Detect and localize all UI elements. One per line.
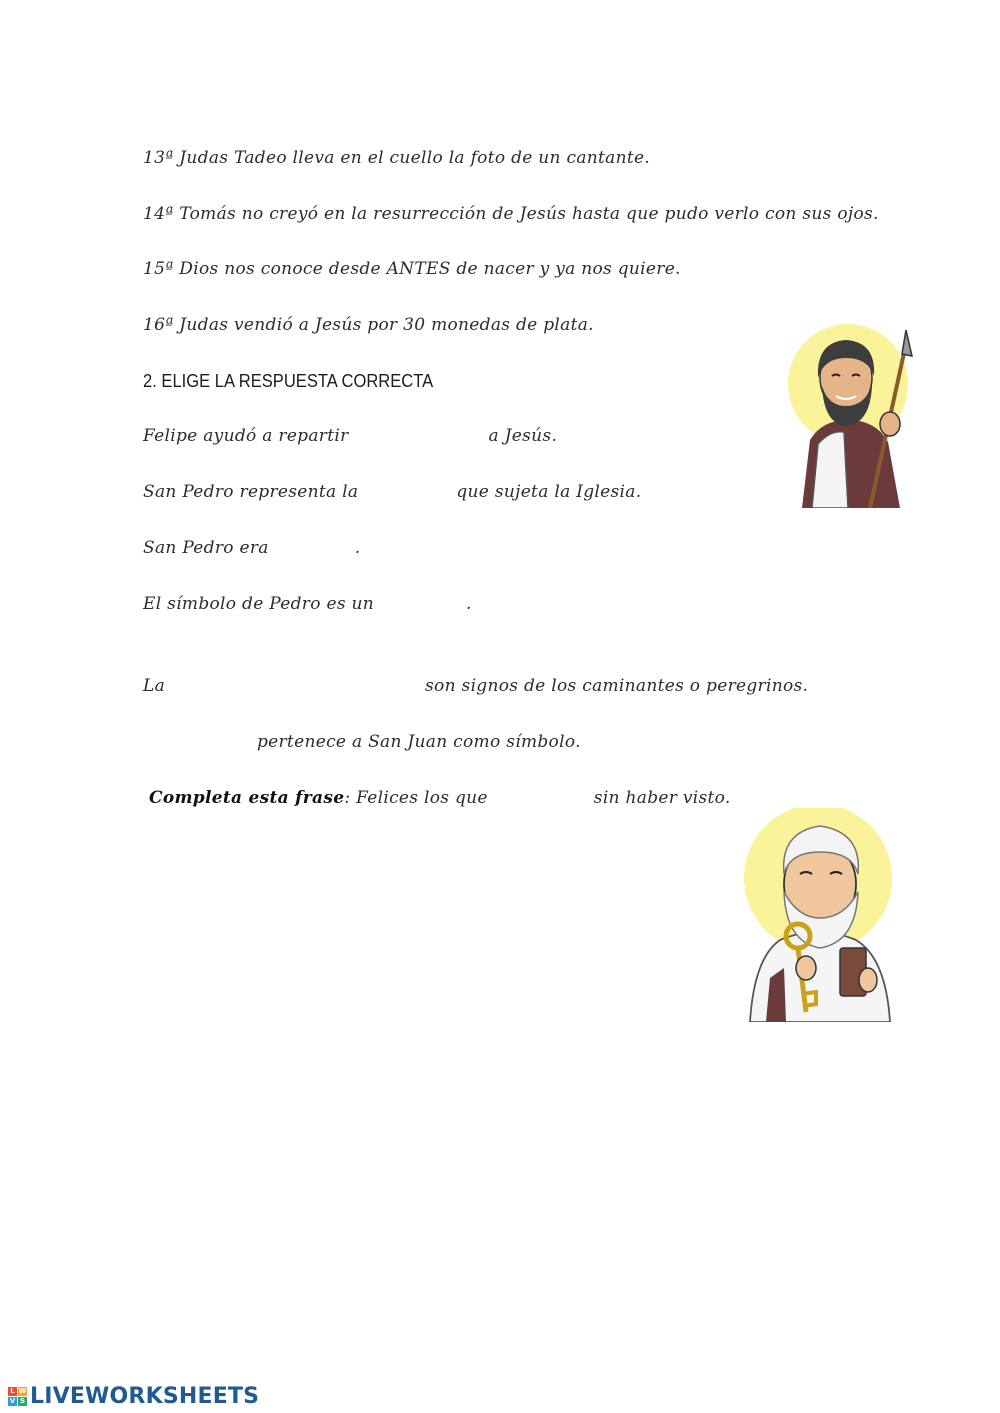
question-pedro-era-after: . [354,538,361,558]
saint-peter-with-key-illustration [740,808,905,1022]
completa-label: Completa esta frase [149,788,345,808]
statement-15: 15ª Dios nos conoce desde ANTES de nacer y ya nos quiere. [143,259,681,279]
question-felipe [143,426,557,446]
question-felipe-before: Felipe ayudó a repartir [143,426,349,446]
statement-13: 13ª Judas Tadeo lleva en el cuello la foto de un cantante. [143,148,651,168]
question-felipe-after: a Jesús. [488,426,558,446]
question-pedro-era [143,538,360,558]
question-felices [149,788,731,808]
question-pedro-iglesia-after: que sujeta la Iglesia. [456,482,642,502]
apostle-with-spear-illustration [772,320,940,508]
question-peregrinos [143,676,808,696]
question-pedro-simbolo [143,594,472,614]
section-heading: 2. ELIGE LA RESPUESTA CORRECTA [143,371,434,391]
logo-tile-v: V [9,1396,16,1405]
question-pedro-iglesia [143,482,641,502]
statement-16: 16ª Judas vendió a Jesús por 30 monedas de plata. [143,315,594,335]
logo-tile-w: W [18,1386,27,1395]
liveworksheets-logo-icon [8,1387,27,1406]
question-pedro-simbolo-after: . [466,594,472,614]
question-pedro-iglesia-before: San Pedro representa la [143,482,359,502]
statement-14: 14ª Tomás no creyó en la resurrección de Jesús hasta que pudo verlo con sus ojos. [143,204,879,224]
question-pedro-simbolo-before: El símbolo de Pedro es un [143,594,375,614]
logo-tile-l: L [8,1387,17,1396]
question-peregrinos-after: son signos de los caminantes o peregrinos. [425,676,809,696]
question-felices-after: sin haber visto. [593,788,731,808]
question-peregrinos-before: La [143,676,166,696]
liveworksheets-brand: LIVEWORKSHEETS [30,1383,260,1409]
question-san-juan-after: pertenece a San Juan como símbolo. [257,732,581,752]
question-pedro-era-before: San Pedro era [143,538,269,558]
logo-tile-s: S [19,1396,26,1405]
question-felices-before: : Felices los que [344,788,488,808]
question-san-juan [143,732,581,752]
liveworksheets-logo[interactable] [8,1382,259,1410]
